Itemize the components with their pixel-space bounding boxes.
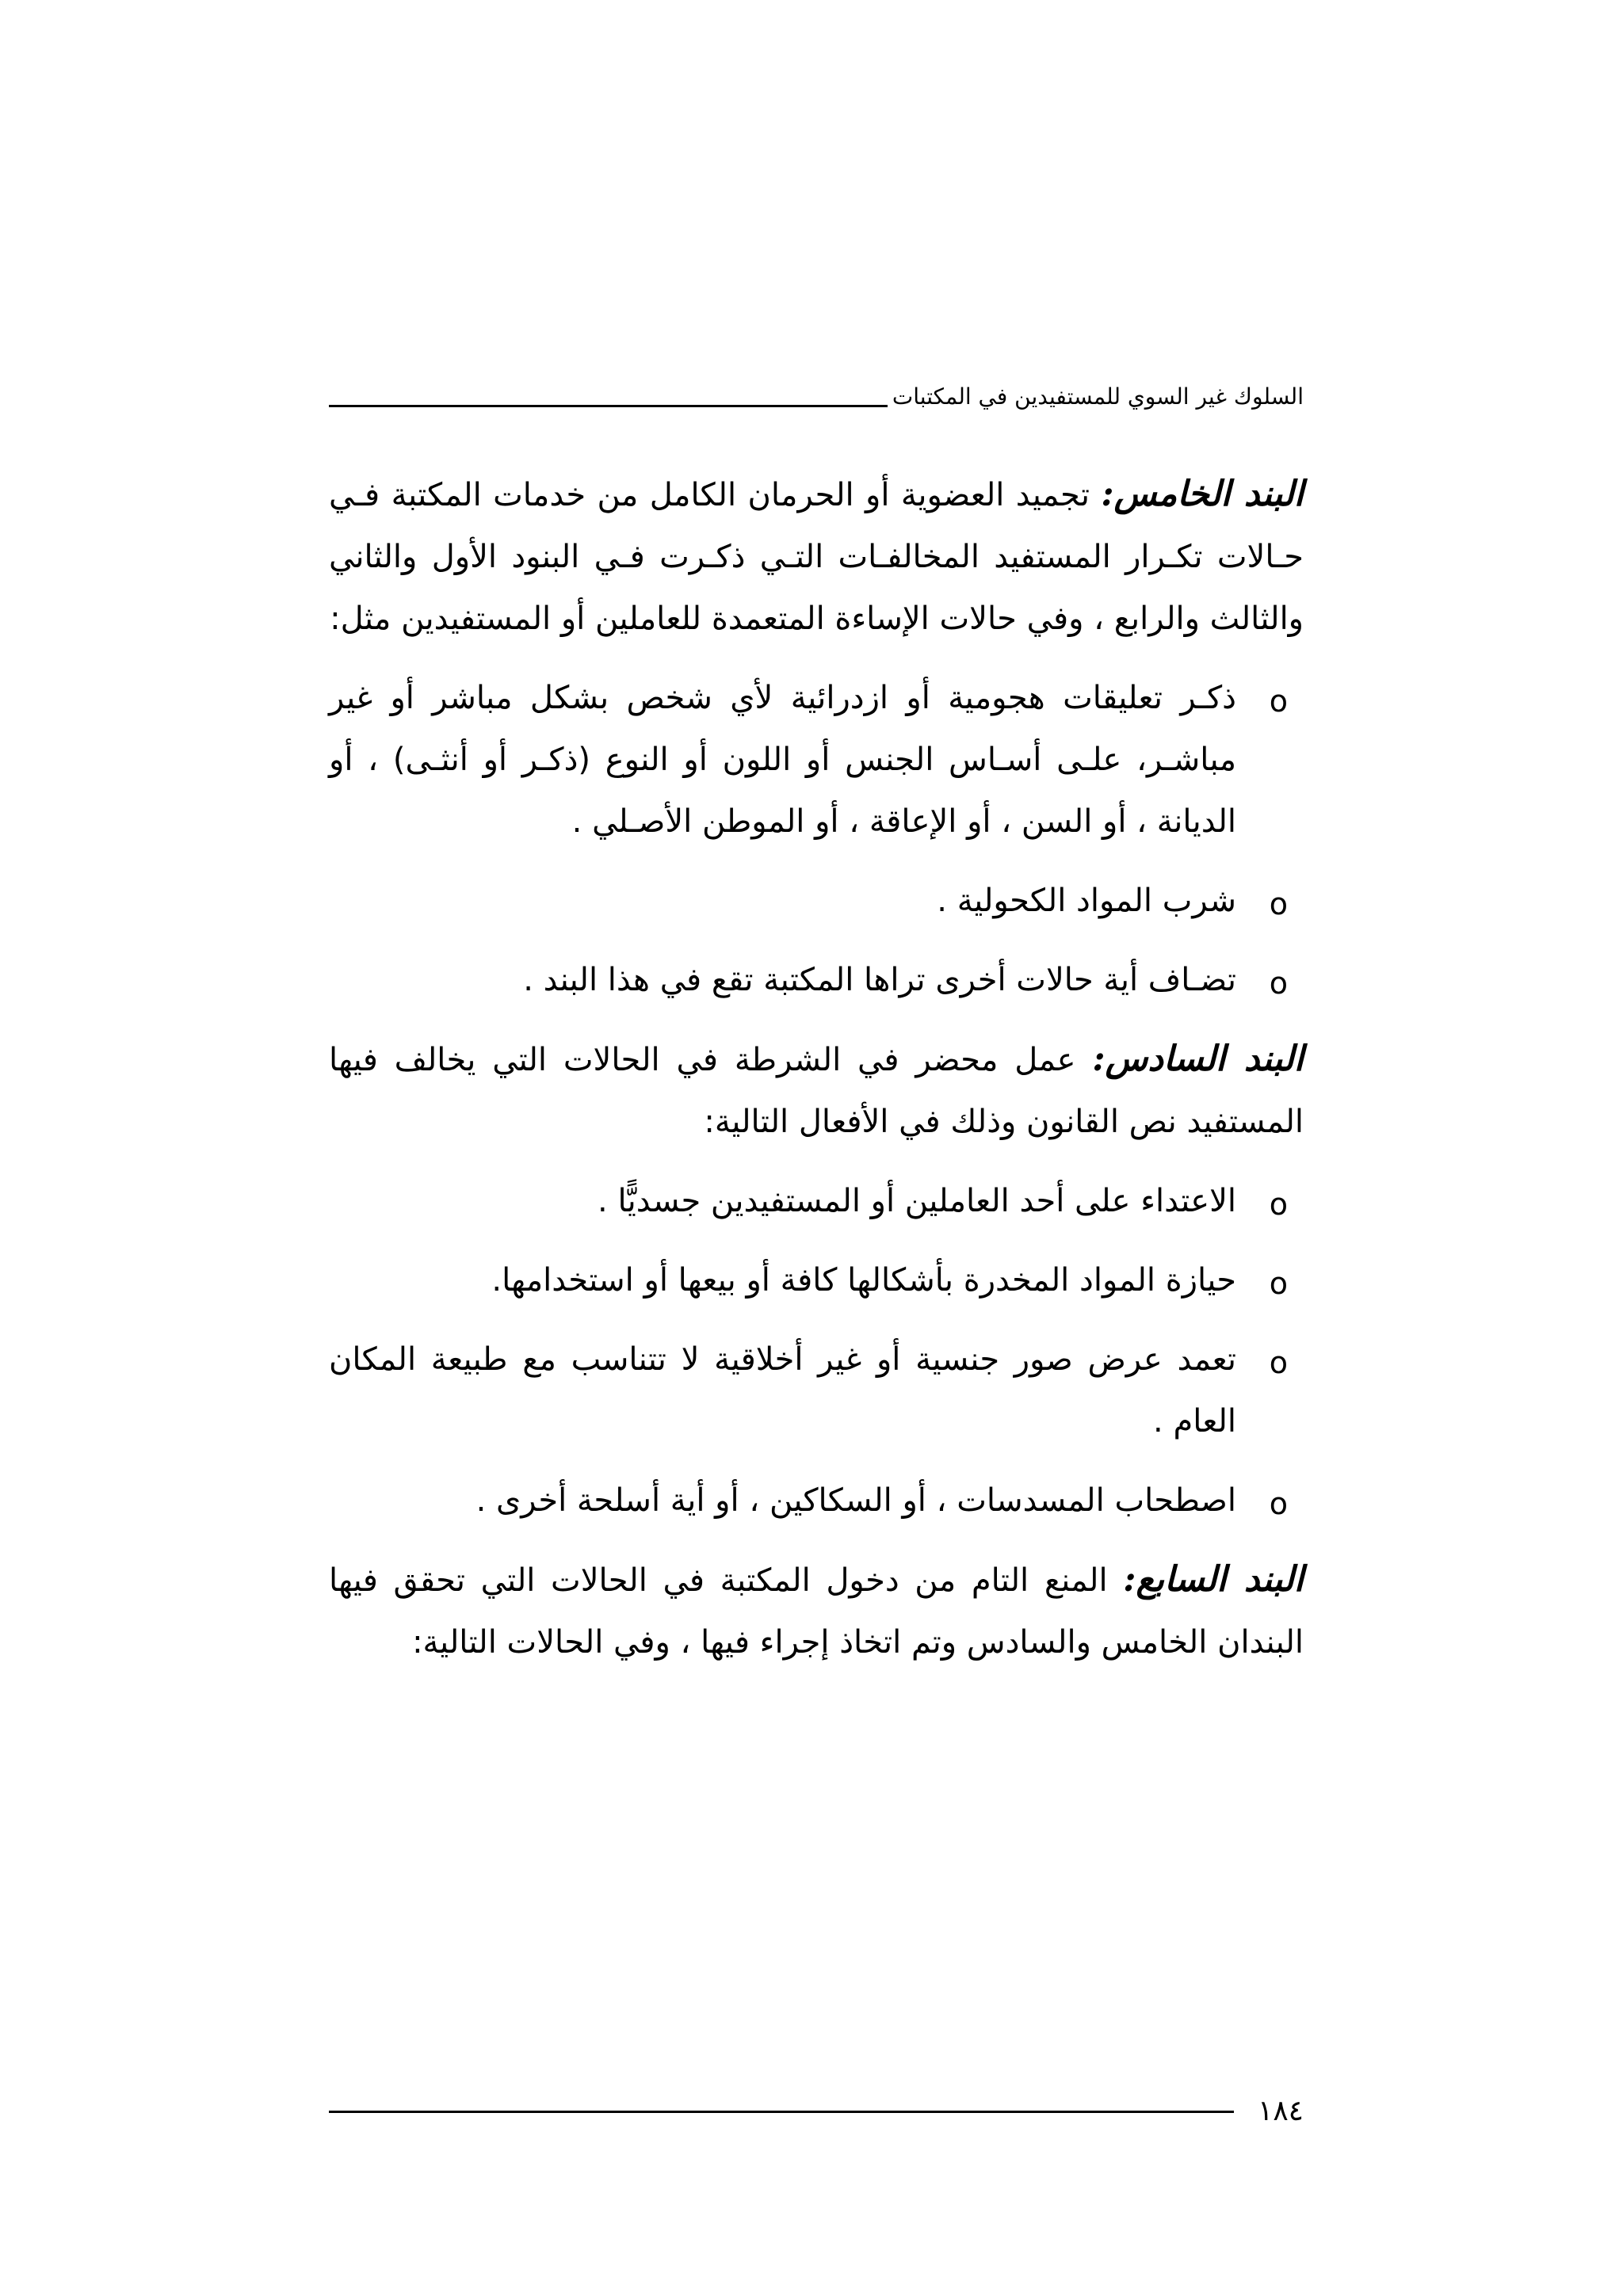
- bullet-icon: o: [1269, 1486, 1288, 1521]
- bullet-icon: o: [1269, 966, 1288, 1001]
- list-item-text: تضـاف أية حالات أخرى تراها المكتبة تقع في هذا البند .: [523, 962, 1236, 998]
- list-item-text: شرب المواد الكحولية .: [937, 883, 1236, 919]
- page-footer: [329, 2088, 1304, 2135]
- list-item: [329, 1470, 1304, 1531]
- list-item: [329, 1170, 1304, 1232]
- bullet-icon: o: [1269, 887, 1288, 921]
- running-header: [329, 372, 1304, 412]
- list-item-text: تعمد عرض صور جنسية أو غير أخلاقية لا تتناسب مع طبيعة المكان العام .: [329, 1341, 1236, 1440]
- section-seventh-paragraph: [329, 1549, 1304, 1673]
- page-number: ١٨٤: [1257, 2095, 1304, 2127]
- section-seventh-text: المنع التام من دخول المكتبة في الحالات التي تحقق فيها البندان الخامس والسادس وتم اتخاذ إجراء فيها ، وفي الحالات التالية:: [329, 1562, 1304, 1661]
- bullet-icon: o: [1269, 1266, 1288, 1301]
- list-item: [329, 667, 1304, 852]
- bullet-icon: o: [1269, 1345, 1288, 1380]
- section-fifth-text: تجميد العضوية أو الحرمان الكامل من خدمات المكتبة فـي حـالات تكـرار المستفيد المخالفـات التـي ذكـرت فـي البنود الأول والثاني والثالث والرابع ، وفي حالات الإساءة المتعمدة للعاملين أو المستفيدين مثل:: [329, 477, 1304, 637]
- body-text: [329, 463, 1304, 1691]
- section-fifth-list: [329, 667, 1304, 1011]
- list-item-text: اصطحاب المسدسات ، أو السكاكين ، أو أية أسلحة أخرى .: [475, 1482, 1236, 1519]
- list-item: [329, 1249, 1304, 1311]
- list-item: [329, 1329, 1304, 1452]
- list-item: [329, 870, 1304, 932]
- bullet-icon: o: [1269, 684, 1288, 719]
- list-item: [329, 949, 1304, 1011]
- section-fifth-paragraph: [329, 463, 1304, 650]
- header-rule: [329, 405, 888, 407]
- bullet-icon: o: [1269, 1187, 1288, 1222]
- list-item-text: الاعتداء على أحد العاملين أو المستفيدين جسديًّا .: [598, 1183, 1236, 1219]
- section-fifth-heading: البند الخامس:: [1101, 474, 1304, 514]
- section-seventh-heading: البند السابع:: [1123, 1559, 1304, 1600]
- list-item-text: حيازة المواد المخدرة بأشكالها كافة أو بيعها أو استخدامها.: [491, 1262, 1236, 1299]
- section-sixth-paragraph: [329, 1028, 1304, 1153]
- footer-rule: [329, 2111, 1234, 2113]
- list-item-text: ذكـر تعليقات هجومية أو ازدرائية لأي شخص بشكل مباشر أو غير مباشـر، علـى أسـاس الجنس أو اللون أو النوع (ذكـر أو أنثـى) ، أو الديانة ، أو السن ، أو الإعاقة ، أو الموطن الأصـلي .: [329, 680, 1236, 840]
- section-sixth-heading: البند السادس:: [1092, 1039, 1304, 1079]
- section-sixth-list: [329, 1170, 1304, 1531]
- section-sixth-text: عمل محضر في الشرطة في الحالات التي يخالف فيها المستفيد نص القانون وذلك في الأفعال التالية:: [329, 1042, 1304, 1140]
- running-header-title: السلوك غير السوي للمستفيدين في المكتبات: [892, 383, 1304, 410]
